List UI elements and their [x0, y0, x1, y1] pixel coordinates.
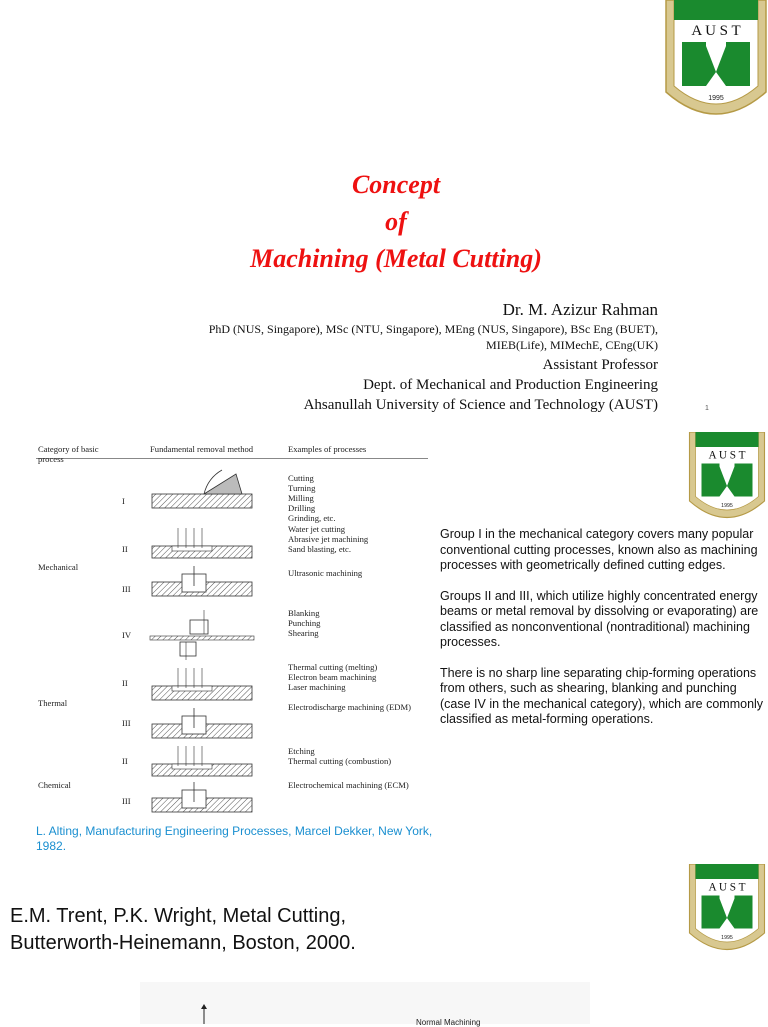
examples-group-mech-4	[288, 608, 320, 638]
etching-schematic	[152, 746, 252, 776]
author-name: Dr. M. Azizur Rahman	[502, 300, 658, 319]
author-position: Assistant Professor	[542, 357, 658, 373]
example-item: Drilling	[288, 503, 316, 513]
example-item: Electron beam machining	[288, 672, 377, 682]
logo-year: 1995	[708, 95, 724, 102]
logo-letters: A U S T	[708, 881, 746, 894]
slide-title-line3: Machining (Metal Cutting)	[250, 244, 542, 273]
citation-line2: Butterworth-Heinemann, Boston, 2000.	[10, 932, 356, 954]
group-label: III	[122, 718, 131, 728]
example-item: Water jet cutting	[288, 524, 346, 534]
examples-group-mech-1	[288, 473, 336, 523]
beam-schematic	[152, 668, 252, 700]
shearing-schematic	[150, 610, 254, 660]
example-item: Turning	[288, 483, 316, 493]
author-department: Dept. of Mechanical and Production Engineering	[363, 377, 658, 393]
logo-year: 1995	[721, 503, 733, 509]
paragraph-group-1: Group I in the mechanical category covers many popular conventional cutting processes, known also as machining processes with geometrically defined cutting edges.	[440, 527, 758, 572]
examples-group-thermal-2	[288, 662, 377, 692]
example-item: Milling	[288, 493, 314, 503]
example-item: Ultrasonic machining	[288, 568, 363, 578]
aust-logo	[664, 0, 768, 128]
paragraph-group-2-3: Groups II and III, which utilize highly concentrated energy beams or metal removal by dissolving or evaporating) are classified as nonconventional (nontraditional) machining processes.	[440, 588, 759, 649]
group-label: II	[122, 756, 128, 766]
partial-figure	[140, 982, 590, 1027]
aust-logo-small	[688, 432, 766, 528]
example-item: Blanking	[288, 608, 320, 618]
group-label: II	[122, 678, 128, 688]
slide-number: 1	[705, 405, 709, 412]
edm-schematic	[152, 708, 252, 738]
degrees-line2: MIEB(Life), MIMechE, CEng(UK)	[486, 338, 658, 352]
example-item: Electrodischarge machining (EDM)	[288, 702, 411, 712]
logo-year: 1995	[721, 935, 733, 941]
cutting-schematic	[152, 470, 252, 508]
citation-trent-wright	[10, 903, 356, 957]
group-label: III	[122, 796, 131, 806]
example-item: Punching	[288, 618, 321, 628]
example-item: Thermal cutting (melting)	[288, 662, 378, 672]
process-table	[36, 440, 428, 818]
example-item: Abrasive jet machining	[288, 534, 369, 544]
degrees-line1: PhD (NUS, Singapore), MSc (NTU, Singapore), MEng (NUS, Singapore), BSc Eng (BUET),	[208, 322, 658, 336]
slide-title-line2: of	[385, 207, 407, 236]
group-label: IV	[122, 630, 132, 640]
example-item: Shearing	[288, 628, 319, 638]
group-label: II	[122, 544, 128, 554]
table-header-method: Fundamental removal method	[150, 444, 254, 454]
examples-group-chem-2	[288, 746, 391, 766]
logo-letters: A U S T	[708, 449, 746, 462]
aust-logo-small	[688, 864, 766, 960]
ultrasonic-schematic	[152, 566, 252, 596]
table-header-category: Category of basic process	[38, 444, 99, 464]
examples-group-chem-3	[288, 780, 409, 790]
ecm-schematic	[152, 782, 252, 812]
explanation-text	[440, 527, 766, 743]
example-item: Grinding, etc.	[288, 513, 336, 523]
citation-alting: L. Alting, Manufacturing Engineering Processes, Marcel Dekker, New York, 1982.	[36, 824, 433, 853]
citation-line1: E.M. Trent, P.K. Wright, Metal Cutting,	[10, 905, 347, 927]
jet-schematic	[152, 528, 252, 558]
figure-label: Normal Machining	[416, 1018, 481, 1027]
example-item: Thermal cutting (combustion)	[288, 756, 392, 766]
group-label: III	[122, 584, 131, 594]
table-header-examples: Examples of processes	[288, 444, 367, 454]
example-item: Electrochemical machining (ECM)	[288, 780, 409, 790]
group-label: I	[122, 496, 125, 506]
category-mechanical: Mechanical	[38, 562, 79, 572]
example-item: Etching	[288, 746, 315, 756]
examples-group-mech-2	[288, 524, 368, 554]
examples-group-mech-3	[288, 568, 362, 578]
example-item: Laser machining	[288, 682, 346, 692]
removal-method-schematics	[146, 464, 286, 816]
slide-title-line1: Concept	[351, 170, 441, 199]
paragraph-no-sharp-line: There is no sharp line separating chip-forming operations from others, such as shearing, blanking and punching (case IV in the mechanical category), which are commonly classified as metal-forming operations.	[440, 665, 764, 726]
logo-letters: A U S T	[691, 23, 741, 39]
author-university: Ahsanullah University of Science and Technology (AUST)	[303, 397, 658, 413]
arrow-up-icon	[198, 1004, 210, 1024]
category-thermal: Thermal	[38, 698, 68, 708]
category-chemical: Chemical	[38, 780, 71, 790]
examples-group-thermal-3	[288, 702, 411, 712]
example-item: Sand blasting, etc.	[288, 544, 352, 554]
example-item: Cutting	[288, 473, 314, 483]
